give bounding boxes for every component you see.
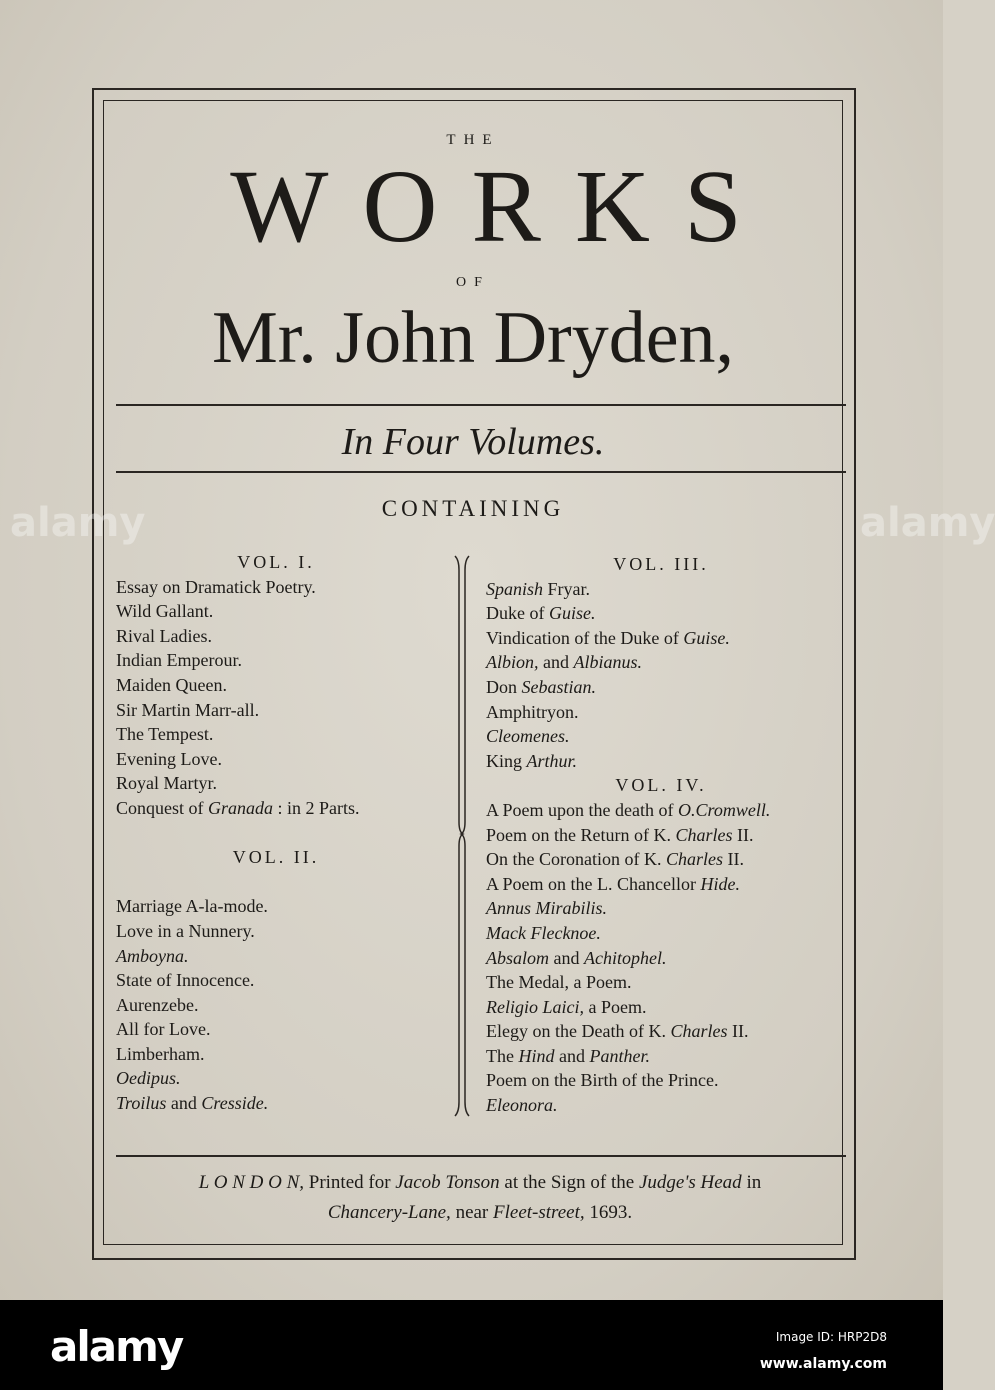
text-segment: Eleonora. (486, 1095, 558, 1116)
text-segment: Sebastian. (521, 676, 596, 697)
text-segment: Religio Laici, (486, 996, 584, 1017)
alamy-logo: alamy (50, 1322, 183, 1371)
text-segment: Guise. (548, 603, 596, 624)
text-segment: Amphitryon. (486, 701, 579, 722)
divider (116, 471, 846, 473)
volume-heading: VOL. IV. (615, 775, 707, 796)
text-segment: Aurenzebe. (116, 994, 199, 1015)
text-segment: Panther. (589, 1045, 650, 1066)
site-url: www.alamy.com (759, 1356, 887, 1372)
text-segment: : in 2 Parts. (273, 797, 360, 818)
spacer (116, 821, 436, 846)
imprint-line-1 (100, 1172, 860, 1194)
containing-heading: CONTAINING (381, 496, 565, 521)
text-segment: Hind (518, 1045, 555, 1066)
text-segment: The Medal, a Poem. (486, 972, 632, 993)
text-segment: Cresside. (201, 1093, 269, 1114)
text-segment: All for Love. (116, 1019, 211, 1040)
contents-item (486, 577, 836, 602)
contents-item (486, 823, 836, 848)
text-segment: Conquest of (116, 797, 208, 818)
volume-heading: VOL. II. (232, 847, 320, 868)
contents-item (116, 624, 436, 649)
text-segment: Charles (665, 849, 723, 870)
contents-item (486, 872, 836, 897)
text-segment: Sir Martin Marr-all. (116, 699, 260, 720)
text-segment: Printed for (304, 1172, 396, 1193)
image-id: Image ID: HRP2D8 (775, 1330, 887, 1344)
volumes-subtitle: In Four Volumes. (341, 421, 605, 463)
text-segment: and (549, 947, 584, 968)
contents-item (116, 944, 436, 969)
text-segment: and (166, 1093, 202, 1114)
contents-item (116, 722, 436, 747)
contents-item (486, 946, 836, 971)
text-segment: Albion, (486, 652, 539, 673)
contents-item (116, 747, 436, 772)
text-segment: Troilus (116, 1093, 167, 1114)
text-segment: Spanish (486, 578, 544, 599)
text-segment: Charles (675, 824, 733, 845)
text-segment: O.Cromwell. (677, 799, 771, 820)
watermark-text: alamy (10, 500, 146, 546)
contents-item (116, 1091, 436, 1116)
spacer (116, 870, 436, 895)
text-segment: Fryar. (543, 578, 591, 599)
text-segment: Duke of (486, 603, 549, 624)
contents-item (116, 673, 436, 698)
text-segment: King (486, 750, 527, 771)
text-segment: Evening Love. (116, 748, 222, 769)
contents-item (486, 749, 836, 774)
text-segment: State of Innocence. (116, 970, 255, 991)
text-segment: L O N D O N, (198, 1172, 304, 1193)
text-segment: Maiden Queen. (116, 674, 227, 695)
contents-item (116, 796, 436, 821)
text-segment: II. (727, 1021, 749, 1042)
contents-item (486, 1044, 836, 1069)
contents-left-column (116, 550, 436, 1116)
text-segment: Albianus. (573, 652, 643, 673)
text-segment: Poem on the Return of K. (486, 824, 676, 845)
text-segment: Arthur. (526, 750, 578, 771)
title-the: THE (446, 132, 500, 148)
text-segment: Essay on Dramatick Poetry. (116, 576, 316, 597)
text-segment: II. (732, 824, 754, 845)
text-segment: Royal Martyr. (116, 773, 217, 794)
contents-item (486, 896, 836, 921)
text-segment: Hide. (700, 873, 740, 894)
contents-item (486, 798, 836, 823)
text-segment: Jacob Tonson (395, 1172, 500, 1193)
contents-item (486, 1068, 836, 1093)
volume-heading: VOL. III. (613, 554, 709, 574)
contents-item (486, 1093, 836, 1118)
text-segment: On the Coronation of K. (486, 849, 666, 870)
divider (116, 1155, 846, 1157)
imprint-line-2 (100, 1202, 860, 1224)
contents-item (486, 675, 836, 700)
contents-item (486, 1019, 836, 1044)
text-segment: Judge's Head (638, 1172, 742, 1193)
contents-item (486, 970, 836, 995)
text-segment: A Poem upon the death of (486, 799, 678, 820)
watermark-footer (0, 1300, 943, 1390)
contents-item (116, 993, 436, 1018)
column-bracket (452, 556, 472, 1116)
text-segment: 1693. (584, 1202, 633, 1223)
title-works: WORKS (230, 149, 776, 264)
contents-item (116, 575, 436, 600)
text-segment: in (741, 1172, 762, 1193)
contents-item (116, 599, 436, 624)
contents-right-column (486, 552, 836, 1118)
text-segment: Guise. (683, 627, 730, 648)
contents-item (486, 601, 836, 626)
text-segment: Granada (208, 797, 274, 818)
text-segment: Don (486, 676, 522, 697)
text-segment: II. (723, 849, 744, 870)
text-segment: Rival Ladies. (116, 625, 212, 646)
contents-item (116, 771, 436, 796)
contents-item (486, 724, 836, 749)
text-segment: Limberham. (116, 1043, 205, 1064)
contents-item (486, 847, 836, 872)
contents-item (486, 650, 836, 675)
contents-item (116, 1017, 436, 1042)
text-segment: Absalom (486, 947, 549, 968)
text-segment: The (486, 1045, 519, 1066)
watermark-text: alamy (860, 500, 995, 546)
contents-item (486, 921, 836, 946)
text-segment: Achitophel. (584, 947, 667, 968)
contents-item (486, 700, 836, 725)
text-segment: Marriage A-la-mode. (116, 896, 268, 917)
text-segment: Chancery-Lane, (327, 1202, 451, 1223)
text-segment: Amboyna. (116, 945, 189, 966)
text-segment: Charles (670, 1021, 728, 1042)
author-name: Mr. John Dryden, (211, 297, 735, 379)
text-segment: Poem on the Birth of the Prince. (486, 1070, 719, 1091)
text-segment: Wild Gallant. (116, 601, 214, 622)
contents-item (116, 698, 436, 723)
title-of: OF (456, 275, 490, 290)
text-segment: and (554, 1045, 590, 1066)
text-segment: a Poem. (584, 996, 647, 1017)
text-segment: Mack Flecknoe. (486, 922, 601, 943)
text-segment: Cleomenes. (486, 726, 570, 747)
text-segment: Oedipus. (116, 1068, 181, 1089)
divider (116, 404, 846, 406)
contents-item (116, 648, 436, 673)
text-segment: Elegy on the Death of K. (486, 1021, 671, 1042)
contents-item (486, 995, 836, 1020)
volume-heading: VOL. I. (237, 552, 315, 572)
text-segment: and (538, 652, 574, 673)
contents-item (116, 968, 436, 993)
text-segment: Indian Emperour. (116, 650, 242, 671)
text-segment: Love in a Nunnery. (116, 920, 255, 941)
contents-item (116, 894, 436, 919)
contents-item (116, 1042, 436, 1067)
text-segment: Vindication of the Duke of (486, 627, 684, 648)
text-segment: Annus Mirabilis. (486, 898, 608, 919)
contents-item (116, 1066, 436, 1091)
contents-item (116, 919, 436, 944)
text-segment: near (450, 1202, 494, 1223)
text-segment: Fleet-street, (493, 1202, 585, 1223)
contents-item (486, 626, 836, 651)
text-segment: A Poem on the L. Chancellor (486, 873, 701, 894)
text-segment: at the Sign of the (499, 1172, 639, 1193)
text-segment: The Tempest. (116, 724, 214, 745)
